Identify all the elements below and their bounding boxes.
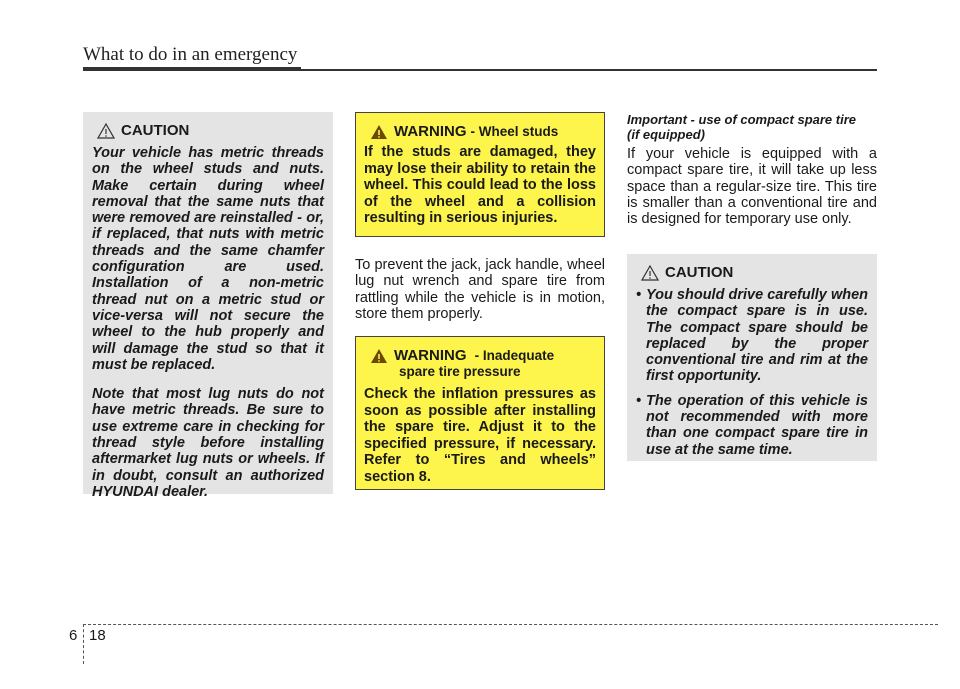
compact-spare-paragraph: If your vehicle is equipped with a compact spare tire, it will take up less space than a regular-size tire. This tire is smaller than a conventional tire and is designed for temporary use only. — [627, 146, 877, 228]
caution-paragraph-1: Your vehicle has metric threads on the wheel studs and nuts. Make certain during wheel removal that the same nuts that were removed are reinstalled - or, if replaced, that nuts with metric threads and the same chamfer configuration are used. Installation of a non-metric thread nut on a metric stud or vice-versa will not secure the wheel to the hub properly and will damage the stud so that it must be replaced. — [92, 145, 324, 373]
footer-divider — [83, 624, 84, 664]
page-number: 18 — [89, 627, 106, 644]
warning-triangle-icon — [370, 348, 388, 364]
header-rule-thick — [83, 67, 301, 71]
caution-bullet-text: You should drive carefully when the compact spare is in use. The compact spare should be replaced by the proper conventional tire and rim at the first opportunity. — [646, 287, 868, 385]
caution-heading-label: CAUTION — [121, 122, 190, 139]
warning-box-spare-pressure — [355, 336, 605, 490]
header-rule-thin — [301, 69, 877, 71]
warning-text: If the studs are damaged, they may lose their ability to retain the wheel. This could lead to the loss of the wheel and a collision resulting in serious injuries. — [364, 144, 596, 227]
warning-subheading-line2: spare tire pressure — [399, 364, 521, 379]
section-title: What to do in an emergency — [83, 44, 298, 65]
caution-heading-label: CAUTION — [665, 264, 734, 281]
caution-triangle-icon — [97, 123, 115, 139]
footer-rule — [83, 624, 938, 625]
caution-box-compact-spare — [627, 254, 877, 461]
warning-text: Check the inflation pressures as soon as possible after installing the spare tire. Adjust it to the specified pressure, if necessary. Refer to “Tires and wheels” section 8. — [364, 386, 596, 485]
caution-bullet — [636, 393, 868, 458]
chapter-number: 6 — [69, 627, 78, 644]
bullet-dot: • — [636, 392, 642, 409]
caution-heading — [641, 264, 868, 281]
caution-box-metric-threads — [83, 112, 333, 500]
caution-paragraph-2: Note that most lug nuts do not have metric threads. Be sure to use extreme care in checking for thread style before installing aftermarket lug nuts or wheels. If in doubt, consult an authorized HYUNDAI dealer. — [92, 386, 324, 500]
caution-triangle-icon — [641, 265, 659, 281]
warning-box-wheel-studs — [355, 112, 605, 237]
caution-bullet-text: The operation of this vehicle is not recommended with more than one compact spare tire in use at the same time. — [646, 392, 868, 458]
warning-triangle-icon — [370, 124, 388, 140]
warning-subheading: - Wheel studs — [470, 124, 559, 139]
warning-subheading-line1: - Inadequate — [474, 348, 555, 363]
compact-spare-subhead-line2: (if equipped) — [627, 127, 705, 142]
caution-bullet — [636, 287, 868, 385]
warning-heading — [370, 347, 596, 364]
compact-spare-subhead-line1: Important - use of compact spare tire — [627, 112, 856, 127]
store-tools-paragraph: To prevent the jack, jack handle, wheel lug nut wrench and spare tire from rattling while the vehicle is in motion, store them properly. — [355, 257, 605, 322]
warning-heading-label: WARNING — [394, 347, 467, 364]
caution-heading — [97, 122, 324, 139]
warning-heading — [370, 123, 596, 140]
warning-heading-label: WARNING — [394, 123, 467, 140]
bullet-dot: • — [636, 287, 642, 303]
